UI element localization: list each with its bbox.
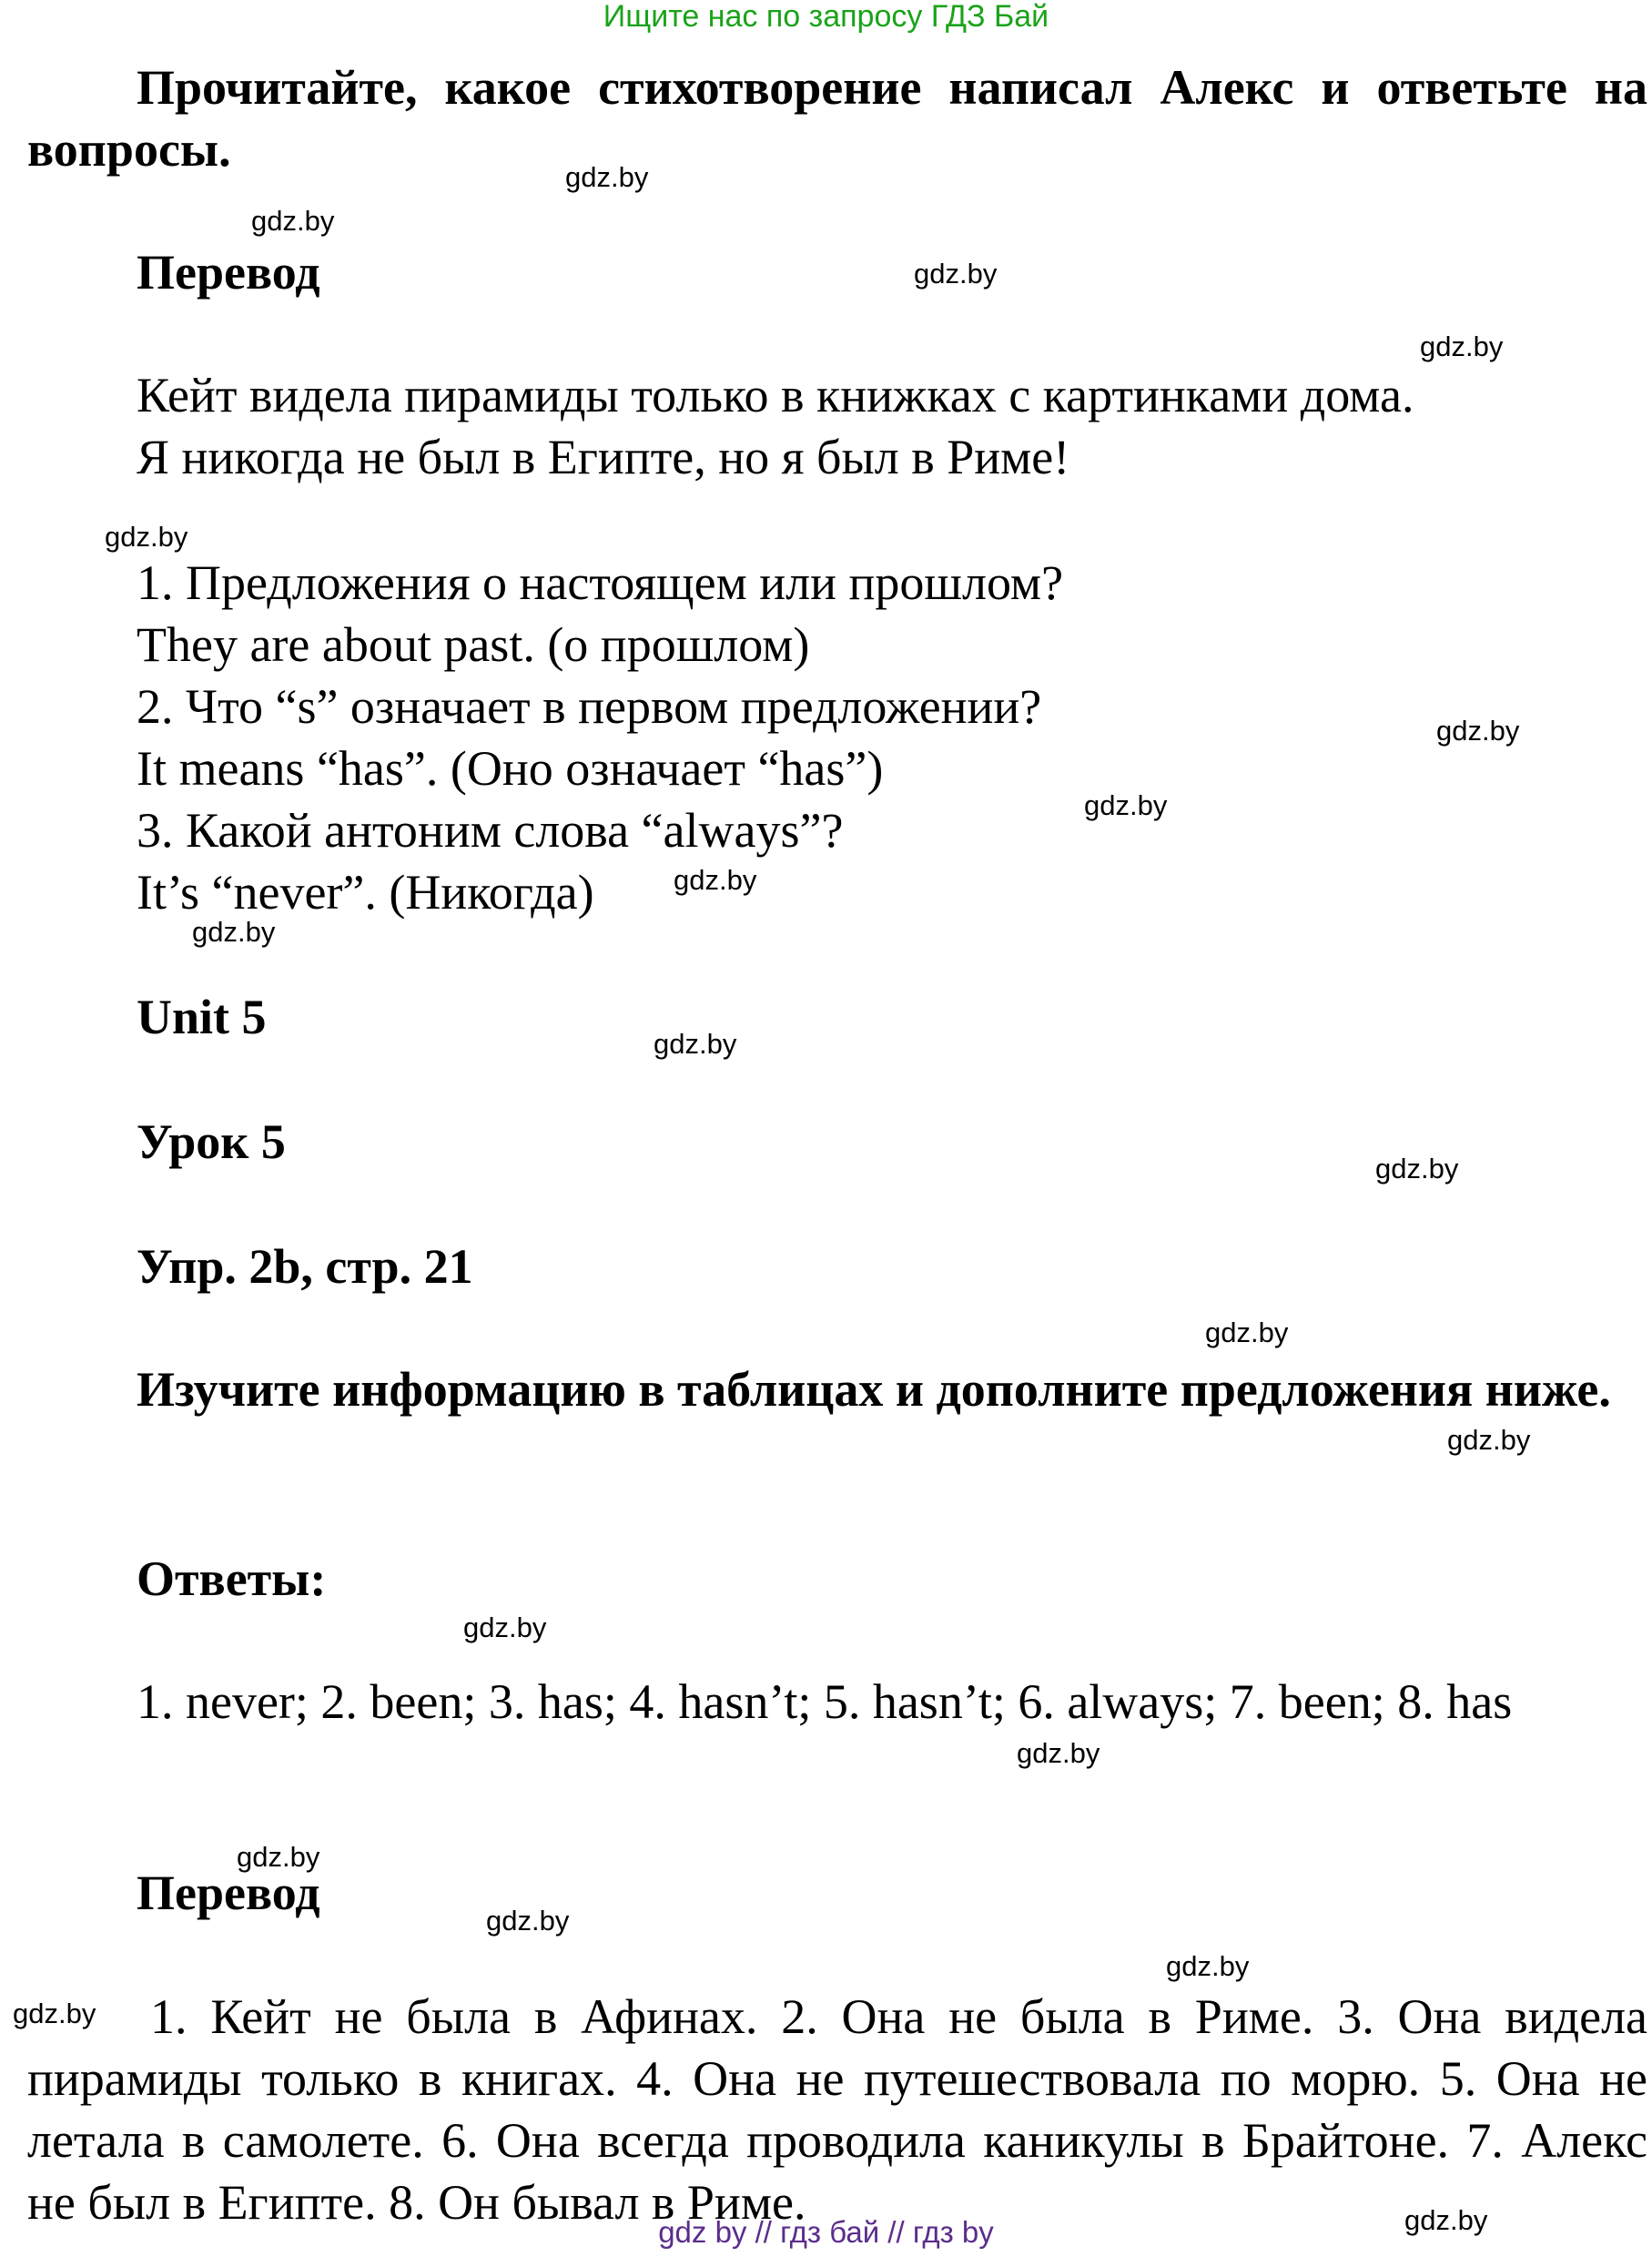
watermark: gdz.by bbox=[105, 521, 188, 553]
translation-heading-2: Перевод bbox=[137, 1866, 320, 1920]
watermark: gdz.by bbox=[192, 916, 276, 948]
translation-line-2: Я никогда не был в Египте, но я был в Риме! bbox=[137, 430, 1070, 484]
translation-text: 1. Кейт не была в Афинах. 2. Она не была в Риме. 3. Она видела пирамиды только в книгах. 4. Она не путешествовала по морю. 5. Она не летала в самолете. 6. Она всегда проводила каникулы в Брайтоне. 7. Алекс не был в Египте. 8. Он бывал в Риме. bbox=[27, 1989, 1647, 2230]
unit-heading: Unit 5 bbox=[137, 990, 267, 1044]
watermark: gdz.by bbox=[1166, 1950, 1250, 1982]
watermark: gdz.by bbox=[486, 1905, 570, 1937]
watermark: gdz.by bbox=[1375, 1153, 1459, 1184]
watermark: gdz.by bbox=[1436, 715, 1520, 747]
lesson-heading: Урок 5 bbox=[137, 1114, 286, 1169]
watermark: gdz.by bbox=[674, 864, 757, 896]
watermark: gdz.by bbox=[1447, 1424, 1531, 1456]
watermark: gdz.by bbox=[13, 1998, 96, 2029]
watermark: gdz.by bbox=[654, 1028, 737, 1060]
footer-links[interactable]: gdz by // гдз бай // гдз by bbox=[658, 2215, 994, 2249]
header-search-hint[interactable]: Ищите нас по запросу ГДЗ Бай bbox=[603, 0, 1049, 34]
watermark: gdz.by bbox=[1404, 2204, 1488, 2236]
watermark: gdz.by bbox=[1084, 789, 1168, 821]
qa-line-4: It means “has”. (Оно означает “has”) bbox=[137, 741, 884, 796]
watermark: gdz.by bbox=[914, 258, 998, 290]
answers-heading: Ответы: bbox=[137, 1551, 327, 1606]
watermark: gdz.by bbox=[1205, 1317, 1289, 1348]
poem-instruction: Прочитайте, какое стихотворение написал Алекс и ответьте на вопросы. bbox=[27, 60, 1647, 177]
watermark: gdz.by bbox=[237, 1841, 320, 1873]
watermark: gdz.by bbox=[463, 1611, 547, 1643]
translation-heading-1: Перевод bbox=[137, 245, 320, 300]
qa-line-2: They are about past. (о прошлом) bbox=[137, 617, 810, 672]
qa-line-1: 1. Предложения о настоящем или прошлом? bbox=[137, 555, 1064, 610]
watermark: gdz.by bbox=[1017, 1737, 1100, 1769]
qa-line-3: 2. Что “s” означает в первом предложении? bbox=[137, 679, 1042, 734]
translation-line-1: Кейт видела пирамиды только в книжках с картинками дома. bbox=[137, 368, 1414, 422]
watermark: gdz.by bbox=[251, 205, 335, 237]
qa-line-5: 3. Какой антоним слова “always”? bbox=[137, 803, 844, 858]
answers-text: 1. never; 2. been; 3. has; 4. hasn’t; 5. hasn’t; 6. always; 7. been; 8. has bbox=[137, 1674, 1513, 1729]
qa-line-6: It’s “never”. (Никогда) bbox=[137, 865, 594, 920]
watermark: gdz.by bbox=[1420, 330, 1504, 362]
watermark: gdz.by bbox=[565, 161, 649, 193]
exercise-heading: Упр. 2b, стр. 21 bbox=[137, 1239, 473, 1294]
exercise-instruction: Изучите информацию в таблицах и дополните предложения ниже. bbox=[137, 1362, 1611, 1417]
